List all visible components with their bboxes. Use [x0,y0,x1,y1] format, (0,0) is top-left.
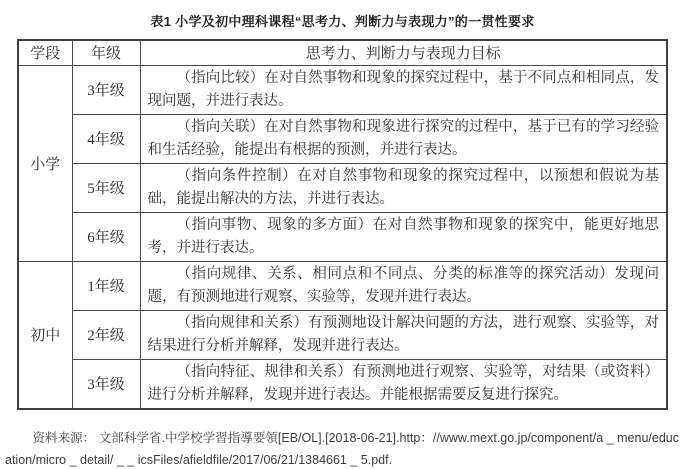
stage-cell-junior: 初中 [18,261,72,409]
target-text: （指向规律、关系、相同点和不同点、分类的标准等的探究活动）发现问题，有预测地进行观察、实验等，发现并进行表达。 [147,265,659,305]
header-cell-stage: 学段 [18,40,72,65]
target-cell [140,114,667,163]
grade-cell: 3年级 [72,359,140,409]
target-cell [140,261,667,310]
table-row [18,359,667,409]
target-cell [140,65,667,114]
table-row [18,114,667,163]
table-row [18,212,667,261]
table-row [18,65,667,114]
target-text: （指向关联）在对自然事物和现象进行探究的过程中，基于已有的学习经验和生活经验，能提出有根据的预测，并进行表达。 [147,118,659,158]
grade-cell: 1年级 [72,261,140,310]
target-cell [140,163,667,212]
target-text: （指向特征、规律和关系）有预测地进行观察、实验等，对结果（或资料）进行分析并解释，发现并进行表达。并能根据需要反复进行探究。 [147,363,659,403]
target-text: （指向规律和关系）有预测地设计解决问题的方法，进行观察、实验等，对结果进行分析并解释，发现并进行表达。 [147,314,659,354]
grade-cell: 2年级 [72,310,140,359]
header-cell-target: 思考力、判断力与表现力目标 [140,40,667,65]
curriculum-table [17,39,668,410]
target-cell [140,310,667,359]
stage-cell-primary: 小学 [18,65,72,261]
source-citation: 资料来源： 文部科学省.中学校学習指導要領[EB/OL].[2018-06-21].http：//www.mext.go.jp/component/a _ menu/education/micro _ detail/ _ _ icsFiles/afieldfile/2017/06/21/1384661 _ 5.pdf. [5,430,679,467]
table-row [18,163,667,212]
target-text: （指向比较）在对自然事物和现象的探究过程中，基于不同点和相同点，发现问题，并进行表达。 [147,69,659,109]
target-text: （指向事物、现象的多方面）在对自然事物和现象的探究中，能更好地思考，并进行表达。 [147,216,659,256]
header-row [18,40,667,65]
table-row [18,261,667,310]
target-text: （指向条件控制）在对自然事物和现象的探究过程中，以预想和假说为基础，能提出解决的方法，并进行表达。 [147,167,659,207]
grade-cell: 3年级 [72,65,140,114]
header-cell-grade: 年级 [72,40,140,65]
grade-cell: 4年级 [72,114,140,163]
grade-cell: 6年级 [72,212,140,261]
target-cell [140,359,667,409]
target-cell [140,212,667,261]
table-title: 表1 小学及初中理科课程“思考力、判断力与表现力”的一贯性要求 [150,14,535,29]
grade-cell: 5年级 [72,163,140,212]
table-row [18,310,667,359]
